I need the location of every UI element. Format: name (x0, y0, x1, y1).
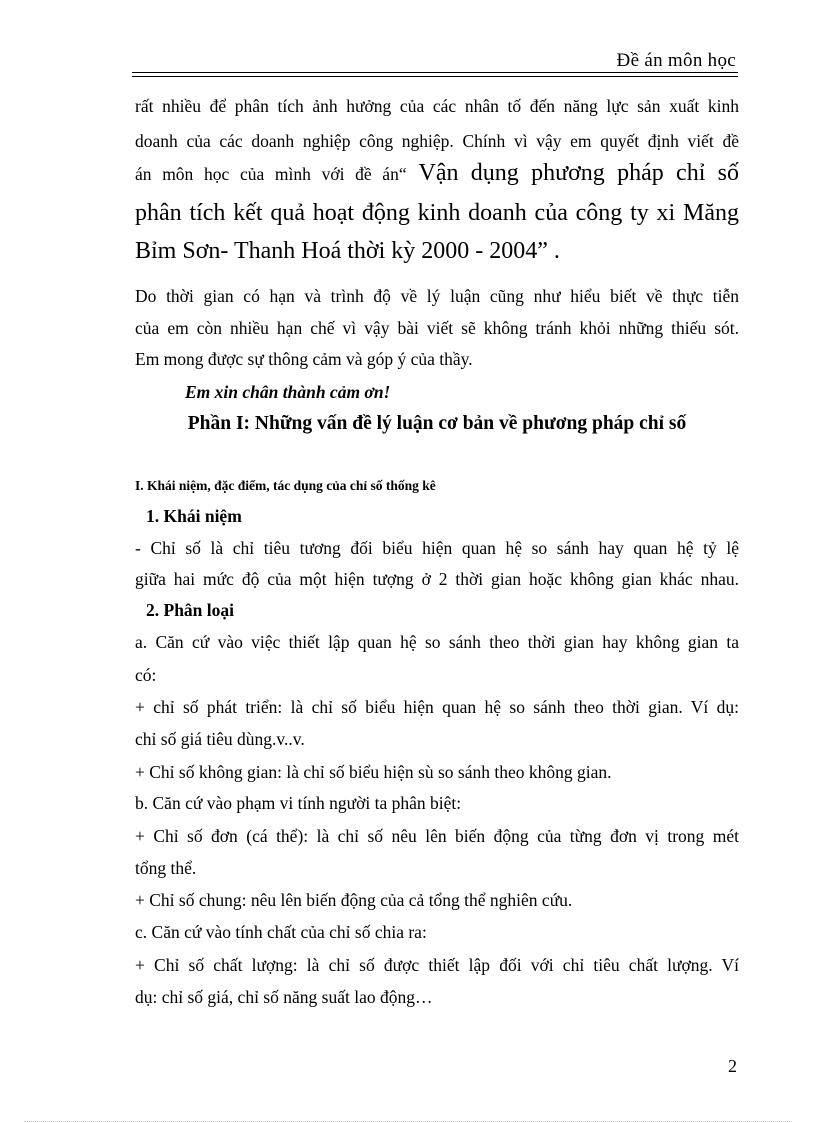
section-1-title: I. Khái niệm, đặc điểm, tác dụng của chỉ số thống kê (135, 478, 436, 493)
project-title-part-1: Vận dụng phương pháp chỉ số (406, 160, 740, 186)
sub2-a2: + Chỉ số không gian: là chỉ số biểu hiện sù so sánh theo không gian. (135, 762, 612, 782)
sub2-a1-line-2: chỉ số giá tiêu dùng.v..v. (135, 729, 305, 749)
subsection-1-title: 1. Khái niệm (146, 506, 242, 526)
intro-line-3 (135, 160, 739, 187)
sub2-c1-line-2: dụ: chỉ số giá, chỉ số năng suất lao động… (135, 987, 433, 1007)
page-number: 2 (728, 1056, 737, 1076)
para2-line-3: Em mong được sự thông cảm và góp ý của thầy. (135, 349, 473, 369)
sub2-c-line: c. Căn cứ vào tính chất của chỉ số chia ra: (135, 922, 427, 942)
header-title: Đề án môn học (616, 50, 736, 71)
subsection-2-title: 2. Phân loại (146, 600, 235, 620)
header-rule-top (132, 72, 738, 73)
para2-line-1: Do thời gian có hạn và trình độ về lý luận cũng như hiểu biết về thực tiễn (135, 286, 739, 306)
part-title: Phần I: Những vấn đề lý luận cơ bản về phương pháp chỉ số (187, 413, 687, 434)
footer-dotted-line (24, 1121, 792, 1122)
intro-line-3-prefix: án môn học của mình với đề án“ (135, 164, 407, 184)
thanks-text: Em xin chân thành cảm ơn! (185, 382, 391, 402)
sub2-b1-line-1: + Chỉ số đơn (cá thể): là chỉ số nêu lên biến động của từng đơn vị trong mét (135, 826, 739, 846)
sub2-a1-line-1: + chỉ số phát triển: là chỉ số biểu hiện quan hệ so sánh theo thời gian. Ví dụ: (135, 697, 739, 717)
project-title-part-2: phân tích kết quả hoạt động kinh doanh của công ty xi Măng (135, 200, 739, 226)
header-rule-bottom (132, 76, 738, 77)
page-header (132, 50, 738, 78)
sub2-b2: + Chỉ số chung: nêu lên biến động của cả tổng thể nghiên cứu. (135, 890, 573, 910)
intro-line-1: rất nhiều để phân tích ảnh hưởng của các nhân tố đến năng lực sản xuất kinh (135, 96, 739, 116)
sub1-line-2: giữa hai mức độ của một hiện tượng ở 2 thời gian hoặc không gian khác nhau. (135, 569, 739, 589)
sub2-c1-line-1: + Chỉ số chất lượng: là chỉ số được thiết lập đối với chỉ tiêu chất lượng. Ví (135, 955, 739, 975)
sub2-a-line-1: a. Căn cứ vào việc thiết lập quan hệ so sánh theo thời gian hay không gian ta (135, 632, 739, 652)
sub1-line-1: - Chỉ số là chỉ tiêu tương đối biểu hiện quan hệ so sánh hay quan hệ tỷ lệ (135, 538, 739, 558)
para2-line-2: của em còn nhiều hạn chế vì vậy bài viết sẽ không tránh khỏi những thiếu sót. (135, 318, 739, 338)
sub2-a-line-2: có: (135, 665, 157, 685)
project-title-part-3: Bỉm Sơn- Thanh Hoá thời kỳ 2000 - 2004” . (135, 238, 560, 264)
intro-line-2: doanh của các doanh nghiệp công nghiệp. Chính vì vậy em quyết định viết đề (135, 131, 739, 151)
sub2-b-line: b. Căn cứ vào phạm vi tính người ta phân biệt: (135, 793, 462, 813)
sub2-b1-line-2: tổng thể. (135, 858, 197, 878)
